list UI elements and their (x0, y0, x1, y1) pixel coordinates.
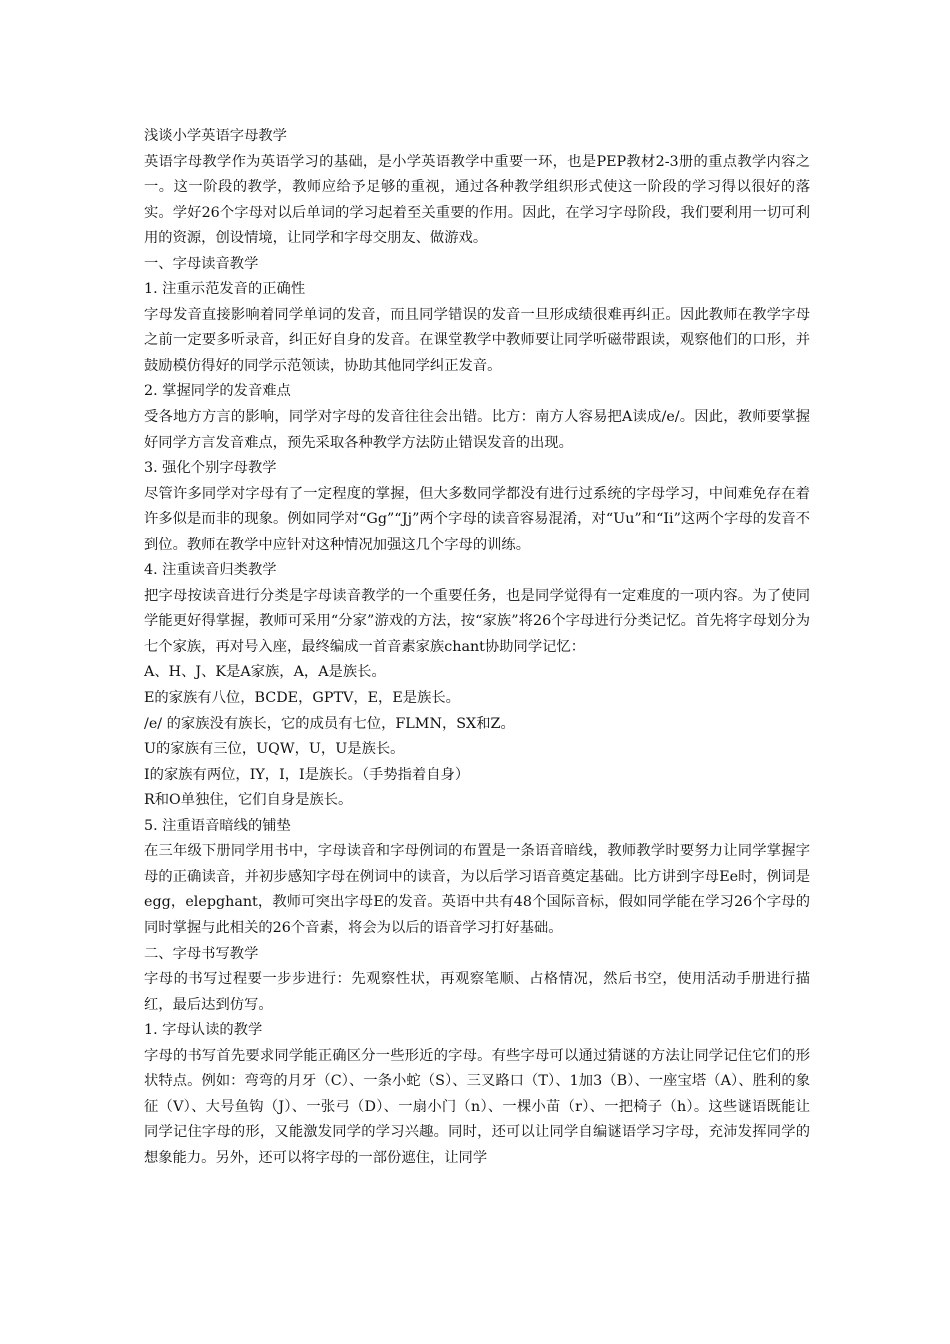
subheading-difficulties: 2. 掌握同学的发音难点 (144, 383, 291, 400)
chant-line-r-o: R和O单独住，它们自身是族长。 (144, 792, 353, 809)
paragraph-individual-letters: 尽管许多同学对字母有了一定程度的掌握，但大多数同学都没有进行过系统的字母学习，中间难免存在着许多似是而非的现象。例如同学对“Gg”“Jj”两个字母的读音容易混淆，对“Uu”和“Ii”这两个字母的发音不到位。教师在教学中应针对这种情况加强这几个字母的训练。 (144, 485, 810, 553)
subheading-individual-letters: 3. 强化个别字母教学 (144, 460, 277, 477)
section-heading-pronunciation: 一、字母读音教学 (144, 255, 259, 272)
paragraph-phonics: 在三年级下册同学用书中，字母读音和字母例词的布置是一条语音暗线，教师教学时要努力让同学掌握字母的正确读音，并初步感知字母在例词中的读音，为以后学习语音奠定基础。比方讲到字母Ee时，例词是egg，elepghant，教师可突出字母E的发音。英语中共有48个国际音标，假如同学能在学习26个字母的同时掌握与此相关的26个音素，将会为以后的语音学习打好基础。 (144, 843, 810, 936)
chant-line-e-sound: /e/ 的家族没有族长，它的成员有七位，FLMN，SX和Z。 (144, 715, 515, 732)
paragraph-intro: 英语字母教学作为英语学习的基础，是小学英语教学中重要一环，也是PEP教材2-3册的重点教学内容之一。这一阶段的教学，教师应给予足够的重视，通过各种教学组织形式使这一阶段的学习得以很好的落实。学好26个字母对以后单词的学习起着至关重要的作用。因此，在学习字母阶段，我们要利用一切可利用的资源，创设情境，让同学和字母交朋友、做游戏。 (144, 153, 810, 247)
paragraph-demonstration: 字母发音直接影响着同学单词的发音，而且同学错误的发音一旦形成绩很难再纠正。因此教师在教学字母之前一定要多听录音，纠正好自身的发音。在课堂教学中教师要让同学听磁带跟读，观察他们的口形，并鼓励模仿得好的同学示范领读，协助其他同学纠正发音。 (144, 306, 810, 374)
subheading-recognition: 1. 字母认读的教学 (144, 1022, 263, 1039)
chant-line-u: U的家族有三位，UQW，U，U是族长。 (144, 741, 405, 758)
subheading-phonics: 5. 注重语音暗线的铺垫 (144, 817, 291, 834)
document-body (144, 124, 810, 1171)
paragraph-recognition: 字母的书写首先要求同学能正确区分一些形近的字母。有些字母可以通过猜谜的方法让同学记住它们的形状特点。例如：弯弯的月牙（C）、一条小蛇（S）、三叉路口（T）、1加3（B）、一座宝塔（A）、胜利的象征（V）、大号鱼钩（J）、一张弓（D）、一扇小门（n）、一棵小苗（r）、一把椅子（h）。这些谜语既能让同学记住字母的形，又能激发同学的学习兴趣。同时，还可以让同学自编谜语学习字母，充沛发挥同学的想象能力。另外，还可以将字母的一部份遮住，让同学 (144, 1047, 810, 1166)
document-title: 浅谈小学英语字母教学 (144, 128, 287, 144)
chant-line-e: E的家族有八位，BCDE，GPTV，E，E是族长。 (144, 690, 460, 707)
chant-line-a: A、H、J、K是A家族，A，A是族长。 (144, 664, 386, 681)
chant-line-i: I的家族有两位，IY，I，I是族长。（手势指着自身） (144, 766, 470, 783)
paragraph-grouping: 把字母按读音进行分类是字母读音教学的一个重要任务，也是同学觉得有一定难度的一项内容。为了使同学能更好得掌握，教师可采用“分家”游戏的方法，按“家族”将26个字母进行分类记忆。首先将字母划分为七个家族，再对号入座，最终编成一首音素家族chant协助同学记忆： (144, 587, 810, 655)
subheading-demonstration: 1. 注重示范发音的正确性 (144, 281, 306, 298)
subheading-grouping: 4. 注重读音归类教学 (144, 562, 277, 579)
section-heading-writing: 二、字母书写教学 (144, 945, 259, 962)
paragraph-difficulties: 受各地方方言的影响，同学对字母的发音往往会出错。比方：南方人容易把A读成/e/。因此，教师要掌握好同学方言发音难点，预先采取各种教学方法防止错误发音的出现。 (144, 409, 810, 451)
paragraph-writing: 字母的书写过程要一步步进行：先观察性状，再观察笔顺、占格情况，然后书空，使用活动手册进行描红，最后达到仿写。 (144, 971, 810, 1013)
